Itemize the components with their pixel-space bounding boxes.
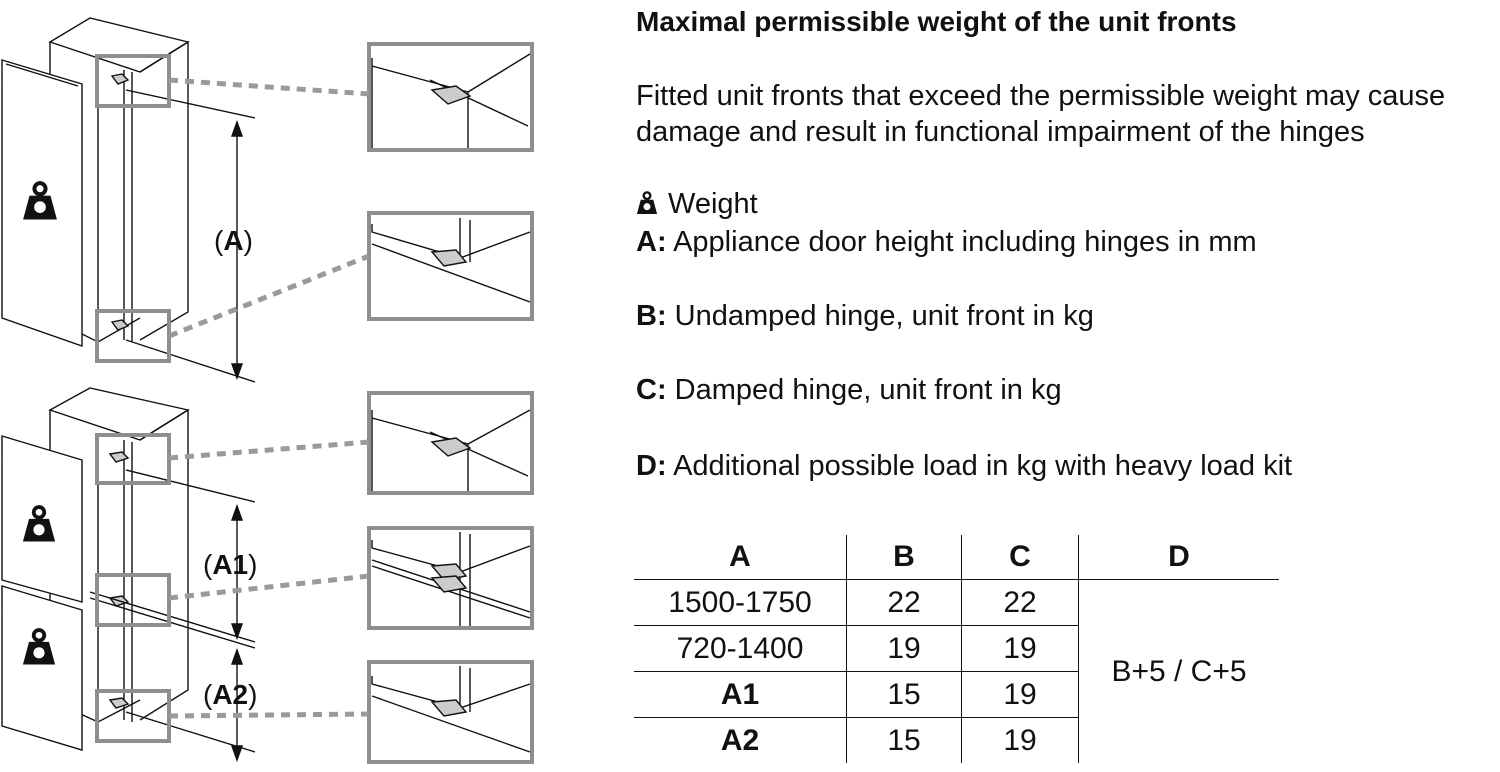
- legend-b: [636, 298, 1094, 334]
- cell-a: A1: [634, 672, 847, 718]
- header-d: D: [1079, 535, 1280, 580]
- intro-text: Fitted unit fronts that exceed the permissible weight may cause damage and result in functional impairment of the hinges: [636, 80, 1446, 148]
- legend-d-text: Additional possible load in kg with heavy load kit: [673, 450, 1293, 482]
- legend-a: [636, 224, 1257, 260]
- cell-b: 15: [847, 718, 962, 764]
- legend-a-text: Appliance door height including hinges in mm: [673, 226, 1257, 258]
- header-c: C: [962, 535, 1079, 580]
- header-a: A: [634, 535, 847, 580]
- cell-b: 15: [847, 672, 962, 718]
- cell-c: 19: [962, 672, 1079, 718]
- svg-text:(A): (A): [214, 225, 253, 256]
- legend-d-key: D:: [636, 450, 667, 482]
- cell-a: 720-1400: [634, 626, 847, 672]
- legend-b-text: Undamped hinge, unit front in kg: [674, 300, 1094, 332]
- legend-c: [636, 372, 1062, 408]
- legend-b-key: B:: [636, 300, 667, 332]
- cell-c: 19: [962, 626, 1079, 672]
- cell-a: 1500-1750: [634, 580, 847, 626]
- weight-table: [634, 535, 1279, 763]
- legend-weight: [636, 186, 758, 222]
- header-b: B: [847, 535, 962, 580]
- svg-text:(A2): (A2): [203, 679, 258, 710]
- legend-a-key: A:: [636, 226, 667, 258]
- label-a: A: [223, 225, 244, 256]
- cell-a: A2: [720, 723, 760, 757]
- table-row: [634, 580, 1279, 626]
- legend-c-key: C:: [636, 374, 667, 406]
- page-title: Maximal permissible weight of the unit fronts: [636, 6, 1237, 37]
- table-header-row: [634, 535, 1279, 580]
- cell-c: 19: [962, 718, 1079, 764]
- svg-text:(A1): (A1): [203, 549, 258, 580]
- weight-icon: [636, 191, 658, 215]
- cell-c: 22: [962, 580, 1079, 626]
- legend-weight-label: Weight: [668, 188, 758, 220]
- cell-d: B+5 / C+5: [1079, 580, 1280, 764]
- legend-c-text: Damped hinge, unit front in kg: [674, 374, 1062, 406]
- cell-b: 22: [847, 580, 962, 626]
- cell-b: 19: [847, 626, 962, 672]
- label-a1: A1: [212, 549, 249, 580]
- label-a2: A2: [212, 679, 249, 710]
- legend-d: [636, 448, 1292, 484]
- hinge-illustration: [0, 0, 620, 772]
